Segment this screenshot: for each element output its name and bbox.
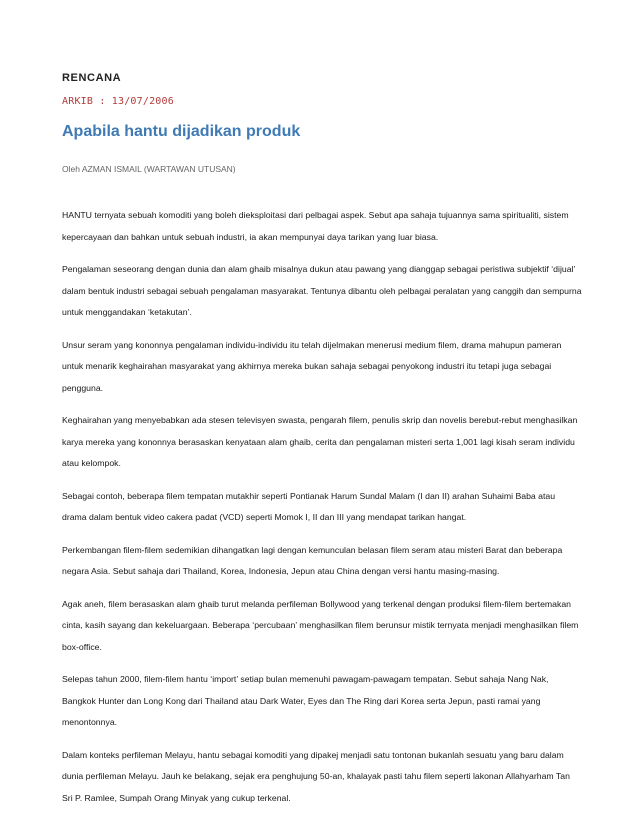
byline: Oleh AZMAN ISMAIL (WARTAWAN UTUSAN) [62,164,236,174]
archive-date: ARKIB : 13/07/2006 [62,96,174,107]
paragraph: Keghairahan yang menyebabkan ada stesen televisyen swasta, pengarah filem, penulis skrip dan novelis berebut-rebut menghasilkan karya mereka yang kononnya berasaskan kenyataan alam ghaib, cerita dan pengalaman misteri serta 1,001 lagi kisah seram individu atau kelompok. [62,415,578,468]
paragraph: Perkembangan filem-filem sedemikian dihangatkan lagi dengan kemunculan belasan filem seram atau misteri Barat dan beberapa negara Asia. Sebut sahaja dari Thailand, Korea, Indonesia, Jepun atau China dengan versi hantu masing-masing. [62,544,563,576]
paragraph: Sebagai contoh, beberapa filem tempatan mutakhir seperti Pontianak Harum Sundal Malam (I dan II) arahan Suhaimi Baba atau drama dalam bentuk video cakera padat (VCD) seperti Momok I, II dan III yang mendapat tarikan hangat. [62,490,556,522]
paragraph: Selepas tahun 2000, filem-filem hantu ‘import’ setiap bulan memenuhi pawagam-pawagam tempatan. Sebut sahaja Nang Nak, Bangkok Hunter dan Long Kong dari Thailand atau Dark Water, Eyes dan The Ring dari Korea serta Jepun, pasti ramai yang menontonnya. [62,674,549,727]
section-label: RENCANA [62,72,122,84]
paragraph: Agak aneh, filem berasaskan alam ghaib turut melanda perfileman Bollywood yang terkenal dengan produksi filem-filem bertemakan cinta, kasih sayang dan kekeluargaan. Beberapa ‘percubaan’ menghasilkan filem berunsur mistik ternyata menjadi menghasilkan filem box-office. [62,598,579,652]
paragraph: Pengalaman seseorang dengan dunia dan alam ghaib misalnya dukun atau pawang yang dianggap sebagai peristiwa subjektif ‘dijual’ dalam bentuk industri sebagai sebuah pengalaman masyarakat. Tentunya dibantu oleh pelbagai peralatan yang canggih dan sempurna untuk menggandakan ‘ketakutan’. [62,264,582,317]
article-title: Apabila hantu dijadikan produk [62,123,301,140]
paragraph: Unsur seram yang kononnya pengalaman individu-individu itu telah dijelmakan menerusi medium filem, drama mahupun pameran untuk menarik keghairahan masyarakat yang akhirnya mereka bukan sahaja sebagai penyokong industri itu tetapi juga sebagai pengguna. [62,339,562,393]
article-body [62,205,582,820]
paragraph: Dalam konteks perfileman Melayu, hantu sebagai komoditi yang dipakej menjadi satu tontonan bukanlah sesuatu yang baru dalam dunia perfileman Melayu. Jauh ke belakang, sejak era penghujung 50-an, khalayak pasti tahu filem seperti lakonan Allahyarham Tan Sri P. Ramlee, Sumpah Orang Minyak yang cukup terkenal. [62,749,570,803]
paragraph: HANTU ternyata sebuah komoditi yang boleh dieksploitasi dari pelbagai aspek. Sebut apa sahaja tujuannya sama spiritualiti, sistem kepercayaan dan bahkan untuk sebuah industri, ia akan mempunyai daya tarikan yang luar biasa. [62,210,569,242]
